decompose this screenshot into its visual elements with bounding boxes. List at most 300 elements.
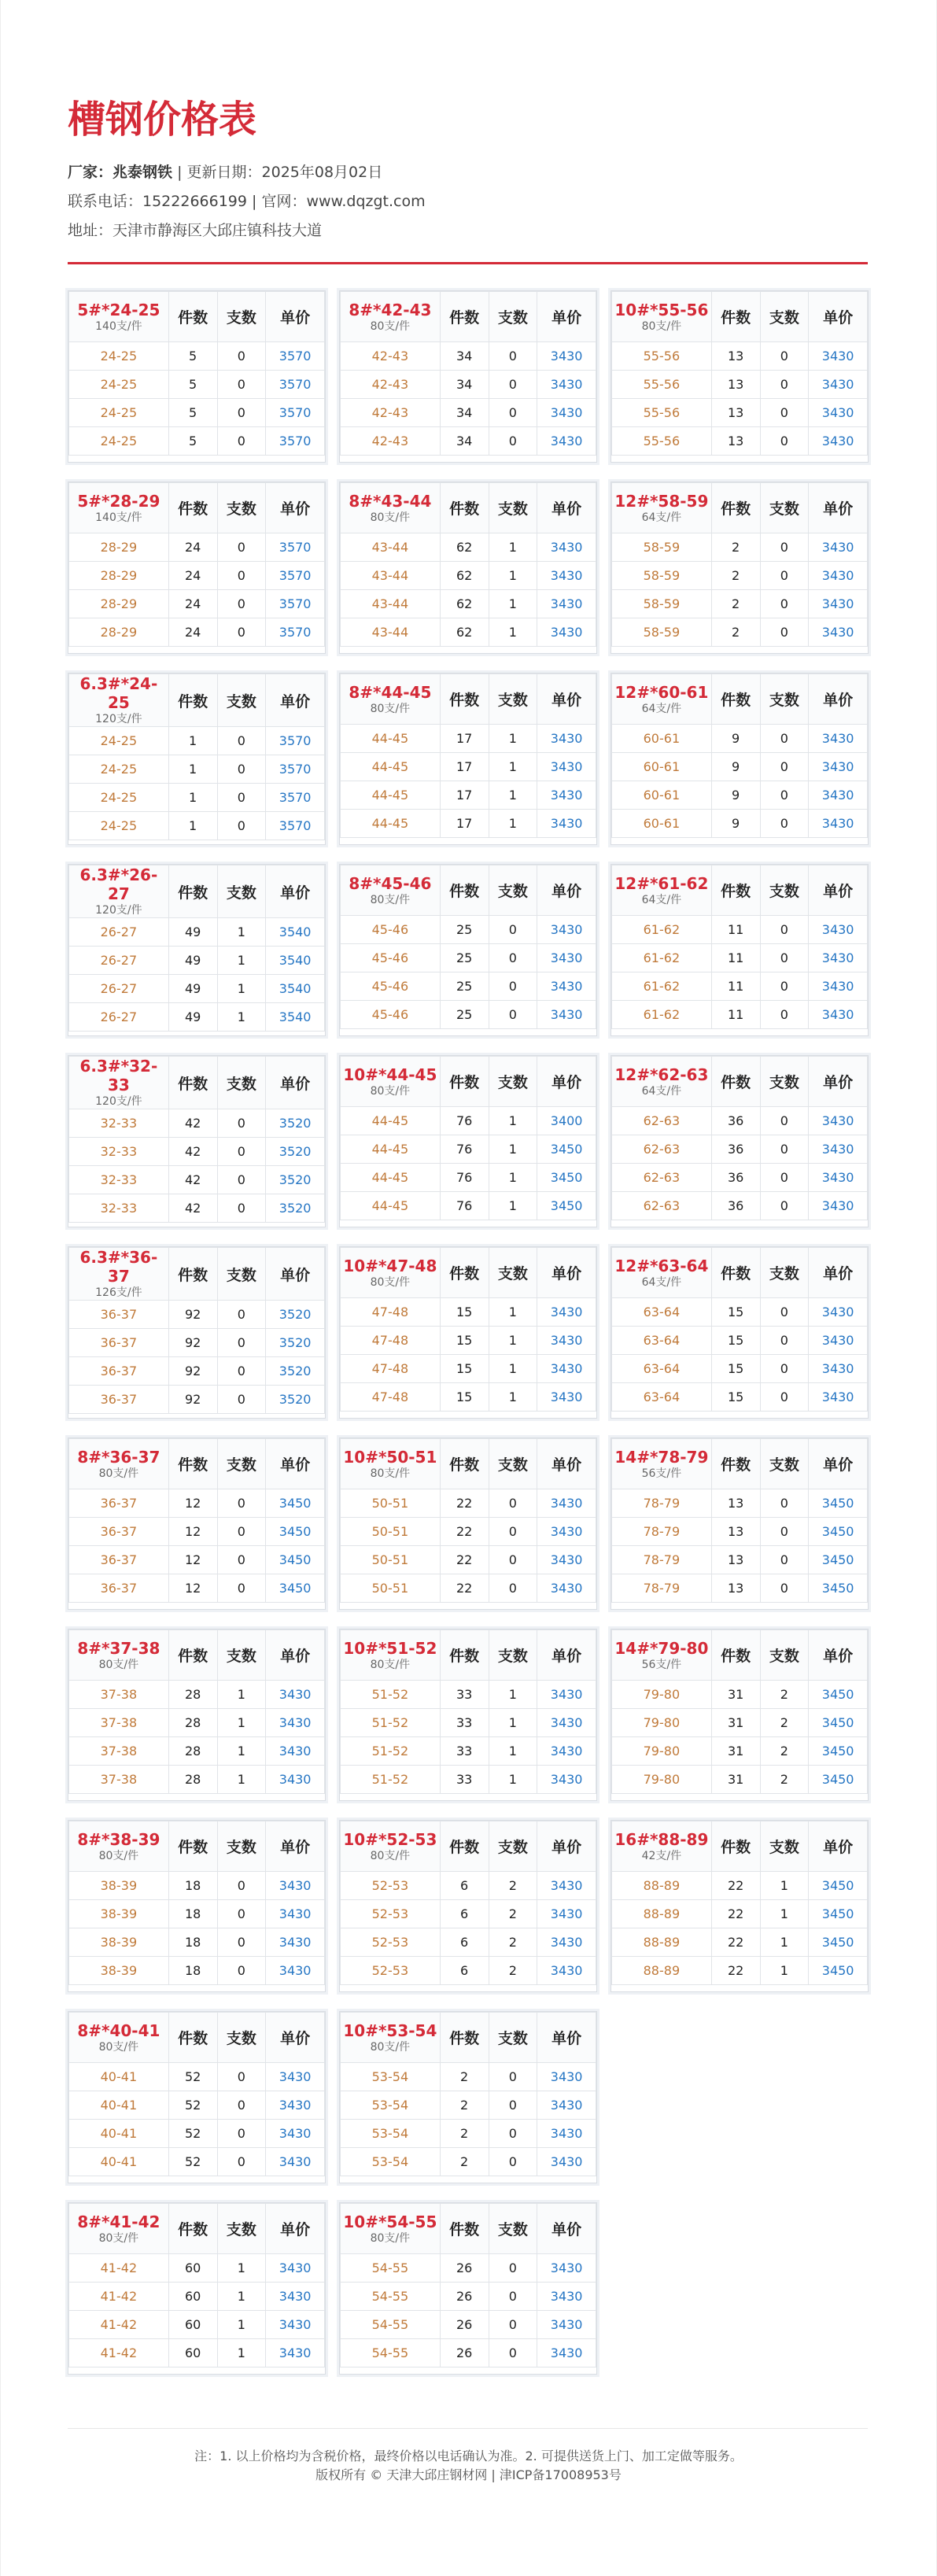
price-cell: 3430 (537, 2311, 596, 2339)
price-cell: 3430 (809, 972, 868, 1001)
range-cell: 50-51 (341, 1546, 441, 1574)
count-cell: 0 (760, 1574, 809, 1603)
price-cell: 3520 (266, 1194, 325, 1223)
price-header: 单价 (266, 292, 325, 342)
price-cell: 3450 (809, 1737, 868, 1766)
count-cell: 0 (489, 399, 537, 427)
price-card (339, 1055, 597, 1227)
pieces-cell: 42 (168, 1138, 217, 1166)
pieces-cell: 18 (168, 1928, 217, 1957)
pieces-cell: 13 (711, 342, 760, 371)
range-cell: 58-59 (612, 590, 712, 618)
pieces-cell: 15 (440, 1383, 489, 1412)
table-row (612, 1928, 868, 1957)
price-cell: 3450 (809, 1928, 868, 1957)
pieces-cell: 17 (440, 753, 489, 781)
table-row (341, 1546, 596, 1574)
price-table (611, 1821, 868, 1985)
range-cell: 41-42 (69, 2339, 169, 2367)
count-header: 支数 (489, 1630, 537, 1681)
table-row (612, 1383, 868, 1412)
count-cell: 1 (217, 1766, 266, 1794)
table-row (69, 1194, 325, 1223)
price-header: 单价 (809, 1057, 868, 1107)
pieces-cell: 60 (168, 2283, 217, 2311)
count-cell: 0 (760, 1001, 809, 1029)
count-cell: 1 (489, 781, 537, 810)
spec-title: 6.3#*24-25 (79, 674, 158, 712)
price-card (68, 290, 326, 463)
pieces-cell: 2 (711, 618, 760, 647)
pieces-header: 件数 (440, 1630, 489, 1681)
pieces-cell: 15 (440, 1298, 489, 1327)
range-cell: 62-63 (612, 1135, 712, 1164)
spec-title: 10#*53-54 (343, 2021, 437, 2040)
table-header-row (69, 865, 325, 918)
table-row (69, 1957, 325, 1985)
spec-title: 8#*38-39 (77, 1829, 160, 1849)
price-table (340, 2203, 596, 2367)
range-cell: 44-45 (341, 810, 441, 838)
price-cell: 3430 (537, 1872, 596, 1900)
count-cell: 0 (760, 562, 809, 590)
pieces-cell: 33 (440, 1681, 489, 1709)
pieces-header: 件数 (711, 865, 760, 916)
count-cell: 0 (760, 781, 809, 810)
price-card (68, 1437, 326, 1610)
price-cell: 3450 (809, 1766, 868, 1794)
count-header: 支数 (217, 1439, 266, 1489)
range-cell: 45-46 (341, 944, 441, 972)
spec-title: 8#*45-46 (349, 873, 432, 893)
count-cell: 0 (489, 342, 537, 371)
count-header: 支数 (760, 1821, 809, 1872)
count-header: 支数 (217, 1057, 266, 1109)
spec-subtitle: 80支/件 (370, 1849, 411, 1862)
pieces-cell: 31 (711, 1737, 760, 1766)
price-cell: 3400 (537, 1107, 596, 1135)
table-row (341, 2091, 596, 2120)
table-header-row (69, 1057, 325, 1109)
spec-cell (341, 1057, 441, 1107)
price-header: 单价 (537, 865, 596, 916)
pieces-header: 件数 (168, 1439, 217, 1489)
count-header: 支数 (217, 292, 266, 342)
count-cell: 1 (217, 2254, 266, 2283)
count-cell: 1 (489, 1192, 537, 1220)
spec-subtitle: 80支/件 (370, 2040, 411, 2054)
range-cell: 32-33 (69, 1109, 169, 1138)
table-header-row (69, 292, 325, 342)
range-cell: 53-54 (341, 2148, 441, 2176)
range-cell: 88-89 (612, 1900, 712, 1928)
price-cell: 3450 (809, 1872, 868, 1900)
range-cell: 42-43 (341, 399, 441, 427)
price-cell: 3430 (266, 2120, 325, 2148)
price-cell: 3430 (537, 399, 596, 427)
pieces-cell: 28 (168, 1737, 217, 1766)
table-row (69, 342, 325, 371)
pieces-cell: 22 (711, 1928, 760, 1957)
table-header-row (341, 674, 596, 725)
price-cell: 3430 (266, 1681, 325, 1709)
pieces-cell: 36 (711, 1164, 760, 1192)
price-card (339, 864, 597, 1036)
count-cell: 0 (760, 810, 809, 838)
price-cell: 3430 (537, 2063, 596, 2091)
table-row (69, 1109, 325, 1138)
table-row (341, 1192, 596, 1220)
table-header-row (341, 2204, 596, 2254)
spec-subtitle: 126支/件 (95, 1286, 142, 1299)
table-row (341, 916, 596, 944)
price-cell: 3430 (537, 1957, 596, 1985)
pieces-cell: 22 (440, 1518, 489, 1546)
range-cell: 38-39 (69, 1872, 169, 1900)
price-table (68, 2012, 325, 2176)
pieces-header: 件数 (440, 2013, 489, 2063)
pieces-header: 件数 (440, 483, 489, 533)
price-header: 单价 (809, 292, 868, 342)
range-cell: 62-63 (612, 1107, 712, 1135)
count-header: 支数 (217, 2204, 266, 2254)
table-header-row (341, 1630, 596, 1681)
count-cell: 0 (760, 399, 809, 427)
price-cell: 3430 (809, 1135, 868, 1164)
price-cell: 3520 (266, 1329, 325, 1357)
table-row (69, 784, 325, 812)
price-cell: 3450 (809, 1489, 868, 1518)
table-header-row (612, 1630, 868, 1681)
price-card (68, 482, 326, 654)
spec-cell (612, 1057, 712, 1107)
pieces-cell: 6 (440, 1900, 489, 1928)
table-row (341, 1489, 596, 1518)
price-cell: 3570 (266, 427, 325, 456)
pieces-cell: 24 (168, 590, 217, 618)
price-cell: 3430 (537, 1355, 596, 1383)
range-cell: 43-44 (341, 533, 441, 562)
pieces-cell: 13 (711, 1546, 760, 1574)
table-row (612, 1327, 868, 1355)
count-cell: 0 (760, 590, 809, 618)
spec-cell (69, 1057, 169, 1109)
price-cell: 3430 (537, 1298, 596, 1327)
price-cell: 3450 (809, 1957, 868, 1985)
price-card (611, 1055, 869, 1227)
count-header: 支数 (217, 483, 266, 533)
table-row (612, 810, 868, 838)
count-cell: 0 (489, 1518, 537, 1546)
range-cell: 60-61 (612, 781, 712, 810)
count-cell: 0 (217, 618, 266, 647)
count-cell: 1 (489, 1327, 537, 1355)
pieces-cell: 60 (168, 2254, 217, 2283)
spec-cell (612, 674, 712, 725)
pieces-cell: 33 (440, 1709, 489, 1737)
pieces-cell: 52 (168, 2063, 217, 2091)
range-cell: 88-89 (612, 1872, 712, 1900)
range-cell: 79-80 (612, 1681, 712, 1709)
price-cell: 3450 (266, 1489, 325, 1518)
pieces-header: 件数 (168, 483, 217, 533)
count-cell: 0 (217, 1138, 266, 1166)
spec-subtitle: 120支/件 (95, 904, 142, 917)
table-row (69, 812, 325, 840)
range-cell: 51-52 (341, 1681, 441, 1709)
pieces-cell: 13 (711, 427, 760, 456)
pieces-cell: 13 (711, 1518, 760, 1546)
range-cell: 32-33 (69, 1138, 169, 1166)
price-table (611, 1438, 868, 1603)
table-row (69, 2254, 325, 2283)
spec-cell (69, 483, 169, 533)
price-cell: 3430 (537, 1001, 596, 1029)
table-header-row (341, 2013, 596, 2063)
pieces-header: 件数 (168, 1630, 217, 1681)
count-cell: 0 (217, 755, 266, 784)
count-cell: 1 (489, 562, 537, 590)
table-row (612, 944, 868, 972)
pieces-cell: 62 (440, 562, 489, 590)
price-card (611, 1820, 869, 1992)
pieces-header: 件数 (168, 292, 217, 342)
table-row (612, 562, 868, 590)
pieces-header: 件数 (711, 292, 760, 342)
range-cell: 36-37 (69, 1329, 169, 1357)
range-cell: 42-43 (341, 342, 441, 371)
price-table (68, 865, 325, 1032)
range-cell: 42-43 (341, 427, 441, 456)
pieces-cell: 31 (711, 1709, 760, 1737)
pieces-cell: 28 (168, 1766, 217, 1794)
table-row (341, 1298, 596, 1327)
pieces-cell: 76 (440, 1164, 489, 1192)
pieces-cell: 9 (711, 781, 760, 810)
count-header: 支数 (489, 483, 537, 533)
price-cell: 3520 (266, 1166, 325, 1194)
price-header: 单价 (266, 1248, 325, 1301)
pieces-cell: 12 (168, 1518, 217, 1546)
pieces-header: 件数 (440, 1821, 489, 1872)
count-cell: 0 (217, 1900, 266, 1928)
count-cell: 1 (489, 1355, 537, 1383)
spec-title: 12#*63-64 (614, 1256, 709, 1275)
count-cell: 0 (760, 1164, 809, 1192)
pieces-cell: 1 (168, 727, 217, 755)
count-header: 支数 (760, 1248, 809, 1298)
pieces-cell: 49 (168, 918, 217, 947)
range-cell: 55-56 (612, 371, 712, 399)
table-row (341, 1383, 596, 1412)
count-cell: 0 (217, 812, 266, 840)
table-row (612, 427, 868, 456)
pieces-cell: 2 (711, 533, 760, 562)
range-cell: 32-33 (69, 1166, 169, 1194)
pieces-cell: 22 (711, 1872, 760, 1900)
price-cell: 3430 (809, 1327, 868, 1355)
price-card (68, 1055, 326, 1227)
range-cell: 54-55 (341, 2339, 441, 2367)
price-cell: 3430 (809, 427, 868, 456)
pieces-cell: 42 (168, 1194, 217, 1223)
count-cell: 0 (217, 1386, 266, 1414)
footer (0, 2447, 937, 2485)
price-header: 单价 (537, 1057, 596, 1107)
price-cell: 3430 (537, 2120, 596, 2148)
price-cell: 3430 (809, 1001, 868, 1029)
count-cell: 0 (760, 1298, 809, 1327)
table-row (341, 725, 596, 753)
table-header-row (612, 865, 868, 916)
price-card (611, 1437, 869, 1610)
table-header-row (341, 1439, 596, 1489)
count-cell: 0 (489, 2254, 537, 2283)
pieces-cell: 18 (168, 1957, 217, 1985)
spec-title: 6.3#*32-33 (79, 1057, 158, 1094)
range-cell: 28-29 (69, 590, 169, 618)
range-cell: 60-61 (612, 725, 712, 753)
price-cell: 3540 (266, 1003, 325, 1032)
count-cell: 0 (760, 753, 809, 781)
price-cell: 3430 (266, 2339, 325, 2367)
pieces-cell: 34 (440, 371, 489, 399)
table-row (612, 1900, 868, 1928)
pieces-cell: 6 (440, 1957, 489, 1985)
price-table (68, 1438, 325, 1603)
pieces-cell: 28 (168, 1681, 217, 1709)
count-cell: 1 (489, 810, 537, 838)
price-cell: 3430 (809, 916, 868, 944)
spec-cell (69, 1821, 169, 1872)
table-row (612, 972, 868, 1001)
spec-cell (341, 2204, 441, 2254)
table-row (612, 1355, 868, 1383)
table-header-row (612, 1821, 868, 1872)
price-cell: 3520 (266, 1138, 325, 1166)
price-header: 单价 (266, 1439, 325, 1489)
table-row (612, 1107, 868, 1135)
count-cell: 0 (217, 2120, 266, 2148)
spec-cell (69, 1248, 169, 1301)
count-header: 支数 (489, 1821, 537, 1872)
pieces-cell: 92 (168, 1329, 217, 1357)
spec-cell (341, 674, 441, 725)
spec-title: 8#*37-38 (77, 1638, 160, 1658)
pieces-cell: 5 (168, 342, 217, 371)
range-cell: 24-25 (69, 812, 169, 840)
table-row (69, 1166, 325, 1194)
count-cell: 1 (760, 1872, 809, 1900)
spec-subtitle: 80支/件 (370, 511, 411, 524)
table-row (69, 1681, 325, 1709)
pieces-cell: 13 (711, 1574, 760, 1603)
spec-title: 8#*43-44 (349, 491, 432, 511)
spec-cell (69, 865, 169, 918)
pieces-cell: 2 (440, 2091, 489, 2120)
count-cell: 0 (217, 1166, 266, 1194)
pieces-cell: 6 (440, 1872, 489, 1900)
price-cell: 3430 (809, 1355, 868, 1383)
table-row (612, 1489, 868, 1518)
price-cell: 3430 (809, 618, 868, 647)
range-cell: 37-38 (69, 1681, 169, 1709)
pieces-cell: 15 (711, 1383, 760, 1412)
table-row (612, 1766, 868, 1794)
spec-cell (341, 1439, 441, 1489)
range-cell: 36-37 (69, 1301, 169, 1329)
price-cell: 3430 (537, 2254, 596, 2283)
price-cell: 3570 (266, 784, 325, 812)
range-cell: 88-89 (612, 1957, 712, 1985)
price-cell: 3430 (809, 1383, 868, 1412)
spec-cell (341, 1821, 441, 1872)
pieces-cell: 22 (440, 1489, 489, 1518)
count-cell: 1 (489, 1681, 537, 1709)
table-row (612, 781, 868, 810)
range-cell: 45-46 (341, 916, 441, 944)
spec-subtitle: 140支/件 (95, 319, 142, 333)
table-row (69, 947, 325, 975)
spec-subtitle: 64支/件 (641, 1084, 682, 1098)
pieces-cell: 92 (168, 1301, 217, 1329)
price-cell: 3430 (809, 342, 868, 371)
range-cell: 63-64 (612, 1327, 712, 1355)
spec-cell (341, 292, 441, 342)
range-cell: 32-33 (69, 1194, 169, 1223)
pieces-cell: 49 (168, 1003, 217, 1032)
pieces-cell: 42 (168, 1166, 217, 1194)
table-row (341, 2120, 596, 2148)
range-cell: 63-64 (612, 1355, 712, 1383)
table-row (69, 1329, 325, 1357)
range-cell: 47-48 (341, 1327, 441, 1355)
range-cell: 42-43 (341, 371, 441, 399)
price-table (340, 291, 596, 456)
price-table (340, 1629, 596, 1794)
table-header-row (69, 1248, 325, 1301)
table-row (69, 975, 325, 1003)
price-cell: 3430 (537, 1489, 596, 1518)
table-row (69, 1138, 325, 1166)
spec-title: 8#*41-42 (77, 2212, 160, 2231)
price-cell: 3430 (537, 2148, 596, 2176)
table-row (341, 1766, 596, 1794)
pieces-cell: 60 (168, 2311, 217, 2339)
price-card (68, 673, 326, 845)
spec-subtitle: 80支/件 (370, 702, 411, 715)
table-row (69, 1709, 325, 1737)
spec-title: 12#*60-61 (614, 682, 709, 702)
table-row (341, 1327, 596, 1355)
count-cell: 0 (760, 1107, 809, 1135)
price-header: 单价 (537, 2204, 596, 2254)
count-cell: 0 (217, 399, 266, 427)
pieces-header: 件数 (168, 674, 217, 727)
pieces-header: 件数 (168, 1821, 217, 1872)
range-cell: 55-56 (612, 427, 712, 456)
count-cell: 0 (489, 2311, 537, 2339)
price-table (68, 1056, 325, 1223)
count-cell: 0 (217, 1194, 266, 1223)
table-row (69, 371, 325, 399)
table-row (612, 1192, 868, 1220)
spec-title: 5#*24-25 (77, 300, 160, 319)
price-cell: 3430 (537, 2283, 596, 2311)
count-header: 支数 (217, 1630, 266, 1681)
count-cell: 0 (760, 1135, 809, 1164)
pieces-cell: 52 (168, 2148, 217, 2176)
